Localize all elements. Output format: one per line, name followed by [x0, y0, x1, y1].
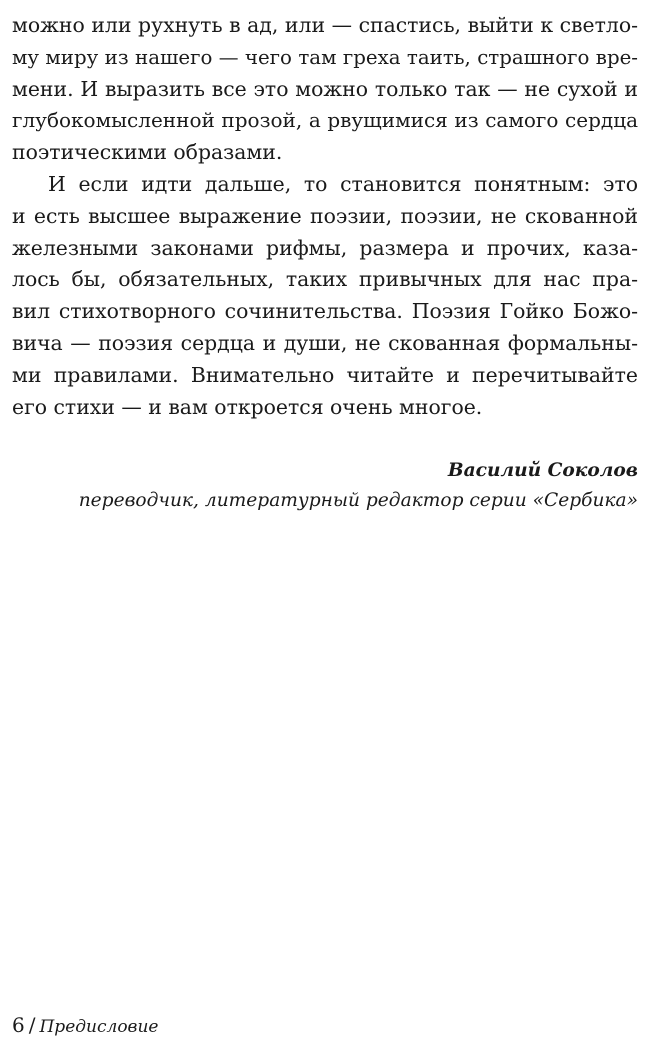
signature-block [79, 456, 638, 516]
text-line: железными законами рифмы, размера и прочих, каза- [12, 235, 638, 260]
text-line: и есть высшее выражение поэзии, поэзии, не скованной [12, 203, 638, 228]
body-text [12, 10, 638, 423]
text-line: вича — поэзия сердца и души, не скованная формальны- [12, 330, 638, 355]
text-line: поэтическими образами. [12, 140, 283, 165]
text-line: И если идти дальше, то становится понятным: это [48, 171, 638, 196]
text-line: мени. И выразить все это можно только так — не сухой и [12, 76, 638, 101]
text-line: можно или рухнуть в ад, или — спастись, выйти к светло- [12, 13, 638, 37]
text-line: глубокомысленной прозой, а рвущимися из самого сердца [12, 108, 638, 133]
section-name: Предисловие [39, 1017, 159, 1037]
text-line: му миру из нашего — чего там греха таить, страшного вре- [12, 45, 638, 69]
text-line: его стихи — и вам откроется очень многое. [12, 394, 483, 419]
page-number: 6 [12, 1013, 25, 1037]
author-role: переводчик, литературный редактор серии «Сербика» [78, 490, 638, 511]
text-line: вил стихотворного сочинительства. Поэзия Гойко Божо- [12, 299, 638, 324]
text-line: лось бы, обязательных, таких привычных для нас пра- [12, 267, 638, 292]
text-line: ми правилами. Внимательно читайте и перечитывайте [12, 362, 638, 387]
footer-separator: / [28, 1013, 36, 1037]
page-footer [12, 1010, 158, 1042]
author-name: Василий Соколов [447, 460, 638, 481]
